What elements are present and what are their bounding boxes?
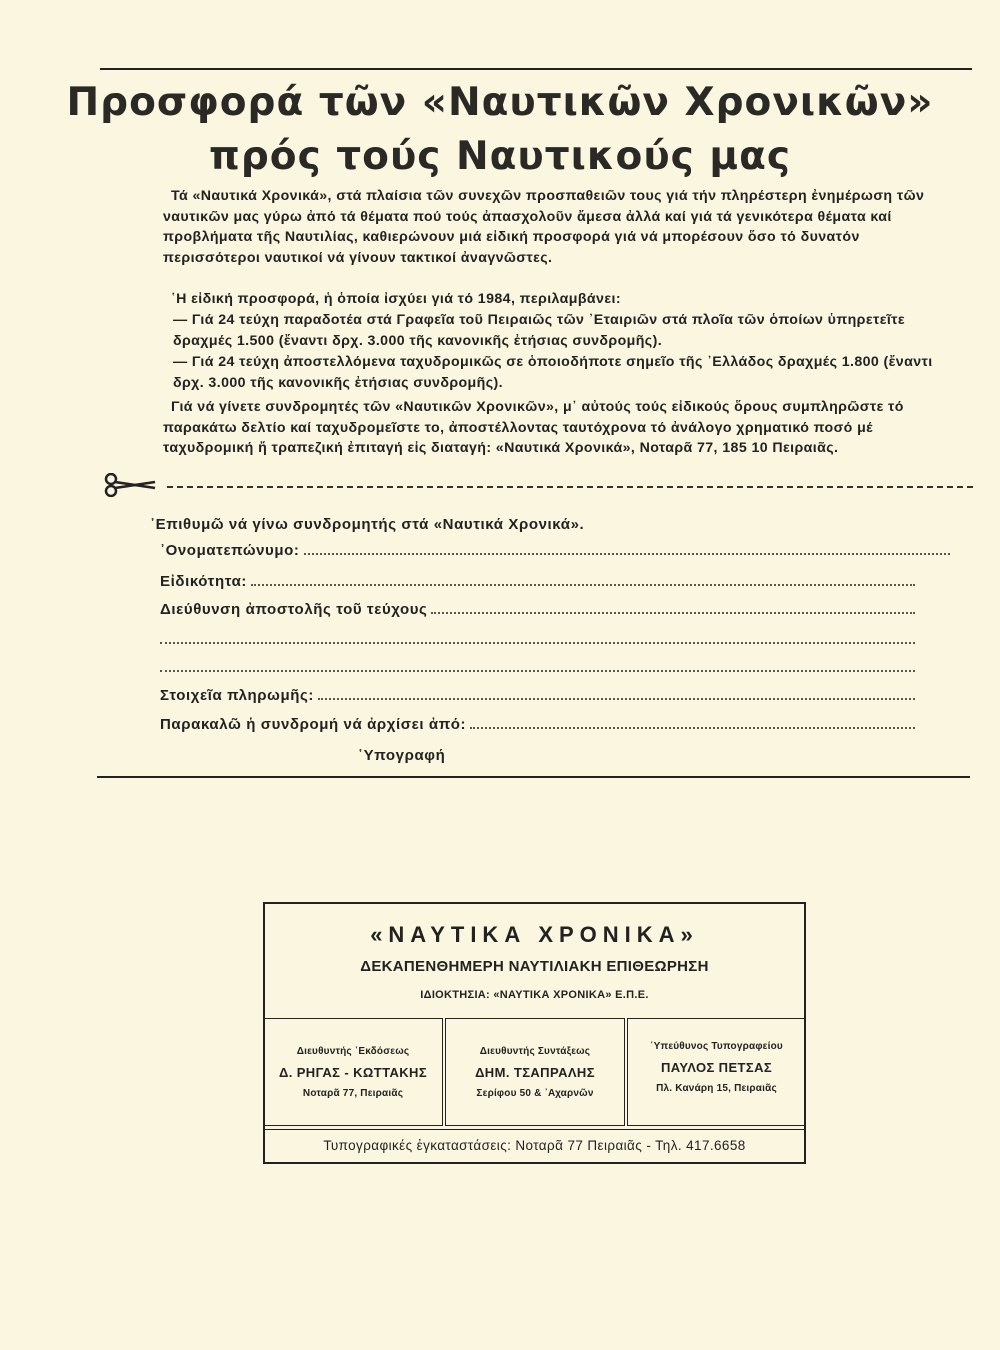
- payment-dotline[interactable]: [318, 696, 915, 700]
- address-dotline[interactable]: [431, 610, 915, 614]
- start-field[interactable]: [160, 716, 915, 733]
- colophon-column-publisher: [263, 1018, 443, 1126]
- colophon-title: «ΝΑΥΤΙΚΑ ΧΡΟΝΙΚΑ»: [370, 922, 699, 947]
- column-address: Σερίφου 50 & ᾿Αχαρνῶν: [476, 1088, 594, 1099]
- instructions-paragraph: Γιά νά γίνετε συνδρομητές τῶν «Ναυτικῶν Χρονικῶν», μ᾿ αὐτούς τούς εἰδικούς ὅρους συμπληρῶστε τό παρακάτω δελτίο καί ταχυδρομεῖστε το, ἀποστέλλοντας ταυτόχρονα τό ἀνάλογο χρηματικό ποσό μέ ταχυδρομική ἤ τραπεζική ἐπιταγή εἰς διαταγή: «Ναυτικά Χρονικά», Νοταρᾶ 77, 185 10 Πειραιᾶς.: [163, 399, 904, 456]
- specialty-label: Εἰδικότητα:: [160, 573, 247, 590]
- payment-label: Στοιχεῖα πληρωμῆς:: [160, 687, 314, 704]
- column-address: Νοταρᾶ 77, Πειραιᾶς: [302, 1088, 404, 1099]
- column-name: Δ. ΡΗΓΑΣ - ΚΩΤΤΑΚΗΣ: [278, 1065, 428, 1080]
- address-extra-dotline-1[interactable]: [160, 640, 915, 644]
- address-extra-dotline-2[interactable]: [160, 668, 915, 672]
- cut-dashes: [167, 486, 973, 488]
- top-rule: [100, 68, 972, 70]
- title-line-1: Προσφορά τῶν «Ναυτικῶν Χρονικῶν»: [66, 80, 934, 125]
- address-extra-line-2[interactable]: [160, 658, 915, 676]
- colophon-footer: Τυπογραφικές ἐγκαταστάσεις: Νοταρᾶ 77 Πειραιᾶς - Τηλ. 417.6658: [323, 1138, 746, 1153]
- colophon-ownership: ΙΔΙΟΚΤΗΣΙΑ: «ΝΑΥΤΙΚΑ ΧΡΟΝΙΚΑ» Ε.Π.Ε.: [420, 989, 649, 1001]
- signature-field: [358, 747, 445, 764]
- column-name: ΔΗΜ. ΤΣΑΠΡΑΛΗΣ: [475, 1065, 595, 1080]
- column-name: ΠΑΥΛΟΣ ΠΕΤΣΑΣ: [660, 1060, 773, 1075]
- signature-label: ῾Υπογραφή: [358, 747, 446, 764]
- offer-item-1: — Γιά 24 τεύχη παραδοτέα στά Γραφεῖα τοῦ Πειραιῶς τῶν ᾿Εταιριῶν στά πλοῖα τῶν ὁποίων ὑπηρετεῖτε δραχμές 1.500 (ἔναντι δρχ. 3.000 τῆς κανονικῆς ἐτήσιας συνδρομῆς).: [173, 312, 906, 349]
- offer-intro: ῾Η εἰδική προσφορά, ἡ ὁποία ἰσχύει γιά τό 1984, περιλαμβάνει:: [171, 291, 621, 307]
- colophon-footer-separator: [265, 1129, 804, 1130]
- name-dotline[interactable]: [304, 551, 950, 555]
- cut-line: [103, 475, 973, 499]
- colophon-subtitle: ΔΕΚΑΠΕΝΘΗΜΕΡΗ ΝΑΥΤΙΛΙΑΚΗ ΕΠΙΘΕΩΡΗΣΗ: [360, 958, 709, 975]
- form-heading-text: ᾿Επιθυμῶ νά γίνω συνδρομητής στά «Ναυτικά Χρονικά».: [150, 516, 585, 533]
- offer-item-2: — Γιά 24 τεύχη ἀποστελλόμενα ταχυδρομικῶς σε ὁποιοδήποτε σημεῖο τῆς ᾿Ελλάδος δραχμές 1.800 (ἔναντι δρχ. 3.000 τῆς κανονικῆς ἐτήσιας συνδρομῆς).: [173, 354, 933, 391]
- colophon-column-editor: [445, 1018, 625, 1126]
- intro-paragraph: Τά «Ναυτικά Χρονικά», στά πλαίσια τῶν συνεχῶν προσπαθειῶν τους γιά τήν πληρέστερη ἐνημέρωση τῶν ναυτικῶν μας γύρω ἀπό τά θέματα πού τούς ἀπασχολοῦν ἄμεσα ἀλλά καί γιά τά γενικότερα θέματα καί προβλήματα τῆς Ναυτιλίας, καθιερώνουν μιά εἰδική προσφορά γιά νά μπορέσουν ὅσο τό δυνατόν περισσότεροι ναυτικοί νά γίνουν τακτικοί ἀναγνῶστες.: [163, 188, 925, 266]
- column-role: Διευθυντής Συντάξεως: [479, 1046, 591, 1057]
- title-line-2: πρός τούς Ναυτικούς μας: [209, 134, 791, 179]
- specialty-dotline[interactable]: [251, 582, 915, 586]
- specialty-field[interactable]: [160, 573, 915, 590]
- form-heading: [150, 516, 584, 533]
- colophon-column-printer: [627, 1018, 806, 1126]
- name-label: ᾿Ονοματεπώνυμο:: [160, 542, 300, 559]
- name-field[interactable]: [160, 542, 950, 559]
- bottom-rule: [97, 776, 970, 778]
- scissors-icon: [103, 473, 159, 502]
- address-extra-line-1[interactable]: [160, 630, 915, 648]
- column-address: Πλ. Κανάρη 15, Πειραιᾶς: [656, 1083, 777, 1094]
- column-role: ῾Υπεύθυνος Τυπογραφείου: [650, 1041, 783, 1052]
- payment-field[interactable]: [160, 687, 915, 704]
- column-role: Διευθυντής ᾿Εκδόσεως: [296, 1046, 410, 1057]
- start-dotline[interactable]: [470, 725, 915, 729]
- address-field[interactable]: [160, 601, 915, 618]
- start-label: Παρακαλῶ ἡ συνδρομή νά ἀρχίσει ἀπό:: [160, 716, 467, 733]
- address-label: Διεύθυνση ἀποστολῆς τοῦ τεύχους: [160, 601, 428, 618]
